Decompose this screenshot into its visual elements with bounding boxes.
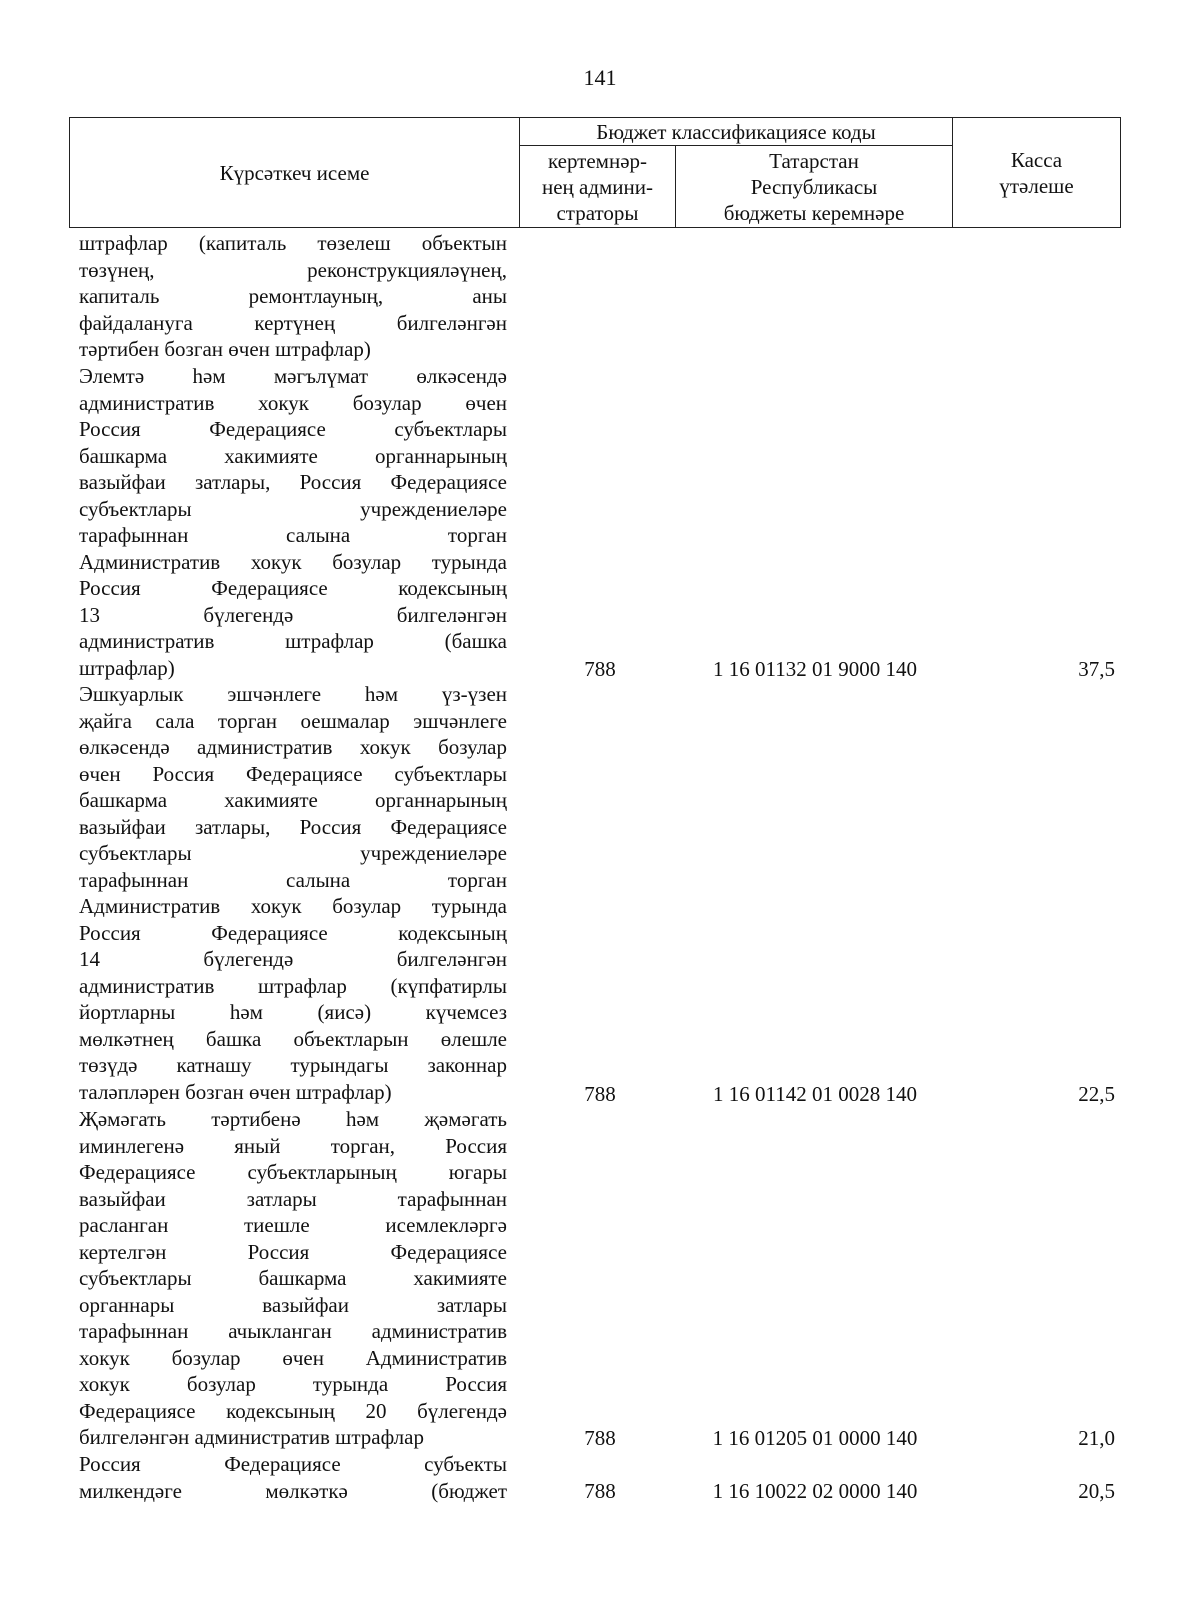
description-line: тарафыннан салына торган [79, 523, 507, 547]
description-line: төзүнең, реконструкцияләүнең, [79, 257, 507, 282]
header-admin-line: страторы [556, 201, 639, 225]
header-cash-line: үтәлеше [999, 174, 1074, 198]
description-line: таләпләрен бозган өчен штрафлар) [79, 1079, 392, 1104]
cash-amount: 22,5 [1078, 1082, 1115, 1106]
description-line: кертелгән Россия Федерациясе [79, 1239, 507, 1264]
description-line: вазыйфаи затлары, Россия Федерациясе [79, 814, 507, 839]
description-line: төзүдә катнашу турындагы законнар [79, 1053, 507, 1077]
description-line: Җәмәгать тәртибенә һәм җәмәгать [79, 1107, 507, 1131]
description-line: Россия Федерациясе кодексының [79, 920, 507, 945]
description-line: Федерациясе кодексының 20 бүлегендә [79, 1398, 507, 1423]
description-line: вазыйфаи затлары, Россия Федерациясе [79, 470, 507, 494]
description-line: хокук бозулар турында Россия [79, 1372, 507, 1396]
header-admin [520, 146, 675, 228]
description-line: өлкәсендә административ хокук бозулар [79, 735, 507, 759]
description-line: иминлегенә яный торган, Россия [79, 1133, 507, 1158]
page-number: 141 [583, 65, 617, 90]
header-revenue-line: Татарстан [769, 149, 859, 173]
budget-code: 1 16 01142 01 0028 140 [713, 1082, 917, 1106]
description-line: Элемтә һәм мәгълүмат өлкәсендә [79, 364, 507, 388]
header-cash-line: Касса [1010, 148, 1063, 172]
row-description [79, 1106, 507, 1451]
description-line: Россия Федерациясе субъекты [79, 1452, 507, 1476]
header-indicator-name [70, 118, 519, 228]
description-line: Эшкуарлык эшчәнлеге һәм үз-үзен [79, 682, 507, 706]
description-line: Административ хокук бозулар турында [79, 894, 507, 918]
description-line: органнары вазыйфаи затлары [79, 1292, 507, 1317]
description-line: субъектлары башкарма хакимияте [79, 1266, 507, 1290]
budget-code: 1 16 10022 02 0000 140 [712, 1479, 918, 1503]
description-line: хокук бозулар өчен Административ [79, 1345, 507, 1370]
description-line: административ штрафлар (башка [79, 629, 507, 653]
header-budget-codes [520, 118, 952, 145]
description-line: Федерациясе субъектларының югары [79, 1160, 507, 1184]
header-revenue [676, 146, 952, 228]
description-line: субъектлары учреждениеләре [79, 496, 507, 521]
description-line: файдалануга кертүнең билгеләнгән [79, 310, 507, 335]
description-line: 13 бүлегендә билгеләнгән [79, 602, 507, 627]
description-line: Административ хокук бозулар турында [79, 549, 507, 574]
header-budget-codes-text: Бюджет классификациясе коды [596, 119, 876, 144]
description-line: милкендәге мөлкәткә (бюджет [79, 1478, 507, 1503]
description-line: өчен Россия Федерациясе субъектлары [79, 761, 507, 786]
header-admin-line: нең админи- [541, 175, 654, 199]
description-line: штрафлар) [79, 655, 175, 680]
description-line: расланган тиешле исемлекләргә [79, 1213, 507, 1237]
header-revenue-line: бюджеты керемнәре [723, 201, 905, 225]
budget-code: 1 16 01132 01 9000 140 [713, 657, 917, 681]
header-cash-execution [953, 118, 1120, 228]
row-description [79, 363, 507, 681]
description-line: тарафыннан салына торган [79, 867, 507, 892]
description-line: җайга сала торган оешмалар эшчәнлеге [79, 708, 507, 733]
description-line: мөлкәтнең башка объектларын өлешле [79, 1026, 507, 1051]
description-line: йортларны һәм (яисә) күчемсез [79, 1000, 507, 1024]
description-line: капиталь ремонтлауның, аны [79, 284, 507, 308]
description-line: субъектлары учреждениеләре [79, 841, 507, 865]
description-line: башкарма хакимияте органнарының [79, 443, 507, 468]
description-line: билгеләнгән административ штрафлар [79, 1425, 424, 1449]
header-admin-line: кертемнәр- [547, 149, 648, 173]
row-description [79, 1451, 507, 1504]
description-line: Россия Федерациясе кодексының [79, 576, 507, 600]
description-line: вазыйфаи затлары тарафыннан [79, 1186, 507, 1211]
description-line: тарафыннан ачыкланган административ [79, 1319, 507, 1343]
description-line: башкарма хакимияте органнарының [79, 788, 507, 812]
description-line: штрафлар (капиталь төзелеш объектын [79, 231, 507, 255]
description-line: тәртибен бозган өчен штрафлар) [79, 337, 371, 361]
row-description [79, 681, 507, 1105]
admin-code: 788 [584, 1082, 616, 1106]
header-revenue-line: Республикасы [750, 175, 878, 199]
header-indicator-name-text: Күрсәткеч исеме [219, 161, 370, 185]
admin-code: 788 [584, 1426, 616, 1450]
budget-code: 1 16 01205 01 0000 140 [712, 1426, 918, 1450]
description-line: административ штрафлар (күпфатирлы [79, 973, 507, 998]
admin-code: 788 [584, 657, 616, 681]
row-description [79, 230, 507, 363]
description-line: административ хокук бозулар өчен [79, 390, 507, 415]
cash-amount: 21,0 [1078, 1426, 1115, 1450]
cash-amount: 37,5 [1078, 657, 1115, 681]
description-line: 14 бүлегендә билгеләнгән [79, 947, 507, 971]
cash-amount: 20,5 [1078, 1479, 1115, 1503]
admin-code: 788 [584, 1479, 616, 1503]
description-line: Россия Федерациясе субъектлары [79, 417, 507, 441]
